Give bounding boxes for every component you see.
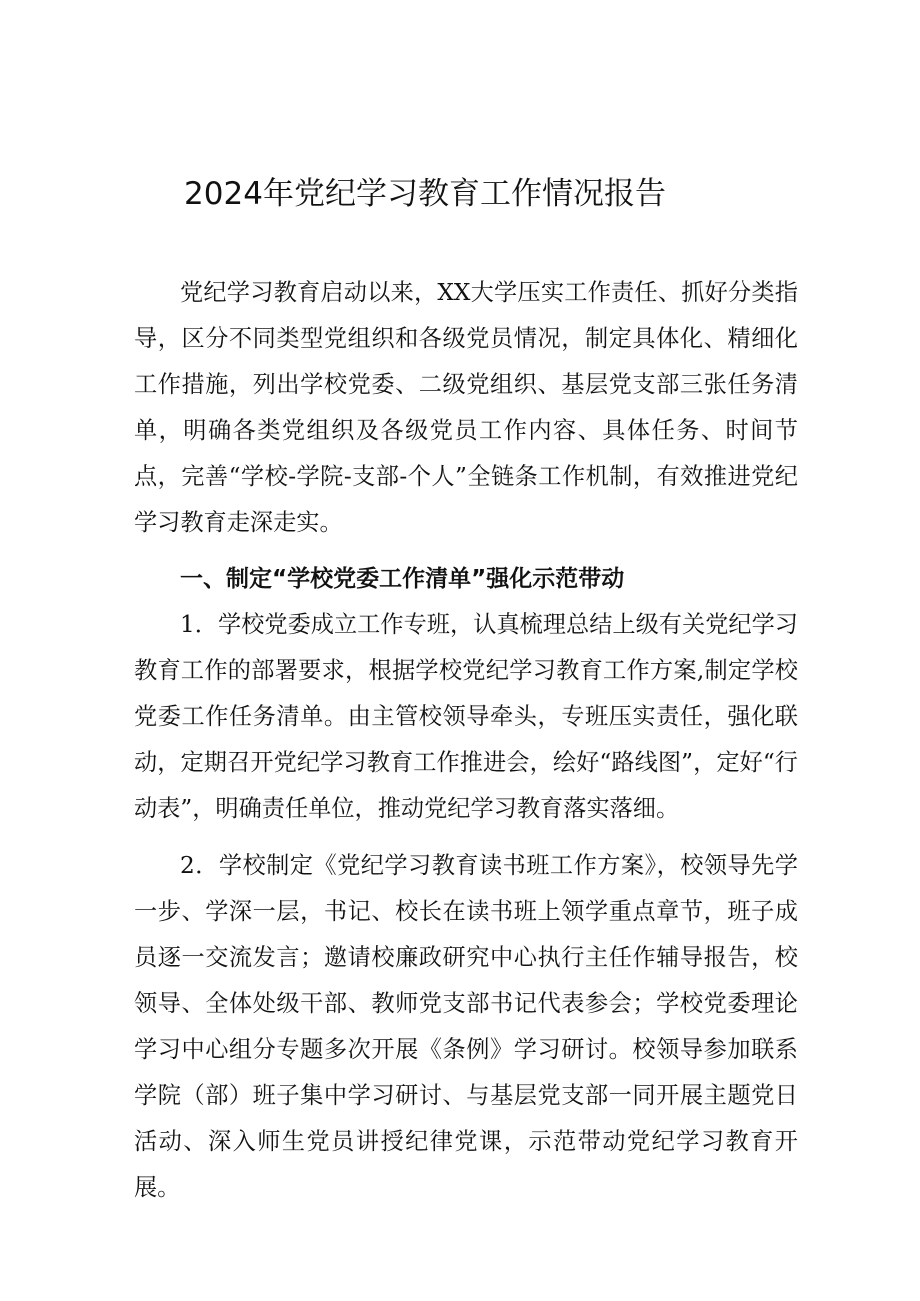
- section-paragraph-1: 1．学校党委成立工作专班，认真梳理总结上级有关党纪学习教育工作的部署要求，根据学校党纪学习教育工作方案,制定学校党委工作任务清单。由主管校领导牵头，专班压实责任，强化联动，定期召开党纪学习教育工作推进会，绘好“路线图”，定好“行动表”，明确责任单位，推动党纪学习教育落实落细。: [134, 611, 798, 822]
- document-title: 2024年党纪学习教育工作情况报告: [184, 176, 666, 212]
- section-heading: 一、制定“学校党委工作清单”强化示范带动: [180, 566, 625, 592]
- intro-paragraph: 党纪学习教育启动以来，XX大学压实工作责任、抓好分类指导，区分不同类型党组织和各级党员情况，制定具体化、精细化工作措施，列出学校党委、二级党组织、基层党支部三张任务清单，明确各类党组织及各级党员工作内容、具体任务、时间节点，完善“学校-学院-支部-个人”全链条工作机制，有效推进党纪学习教育走深走实。: [134, 279, 798, 536]
- section-paragraph-2: 2．学校制定《党纪学习教育读书班工作方案》，校领导先学一步、学深一层，书记、校长在读书班上领学重点章节，班子成员逐一交流发言；邀请校廉政研究中心执行主任作辅导报告，校领导、全体处级干部、教师党支部书记代表参会；学校党委理论学习中心组分专题多次开展《条例》学习研讨。校领导参加联系学院（部）班子集中学习研讨、与基层党支部一同开展主题党日活动、深入师生党员讲授纪律党课，示范带动党纪学习教育开展。: [134, 852, 798, 1201]
